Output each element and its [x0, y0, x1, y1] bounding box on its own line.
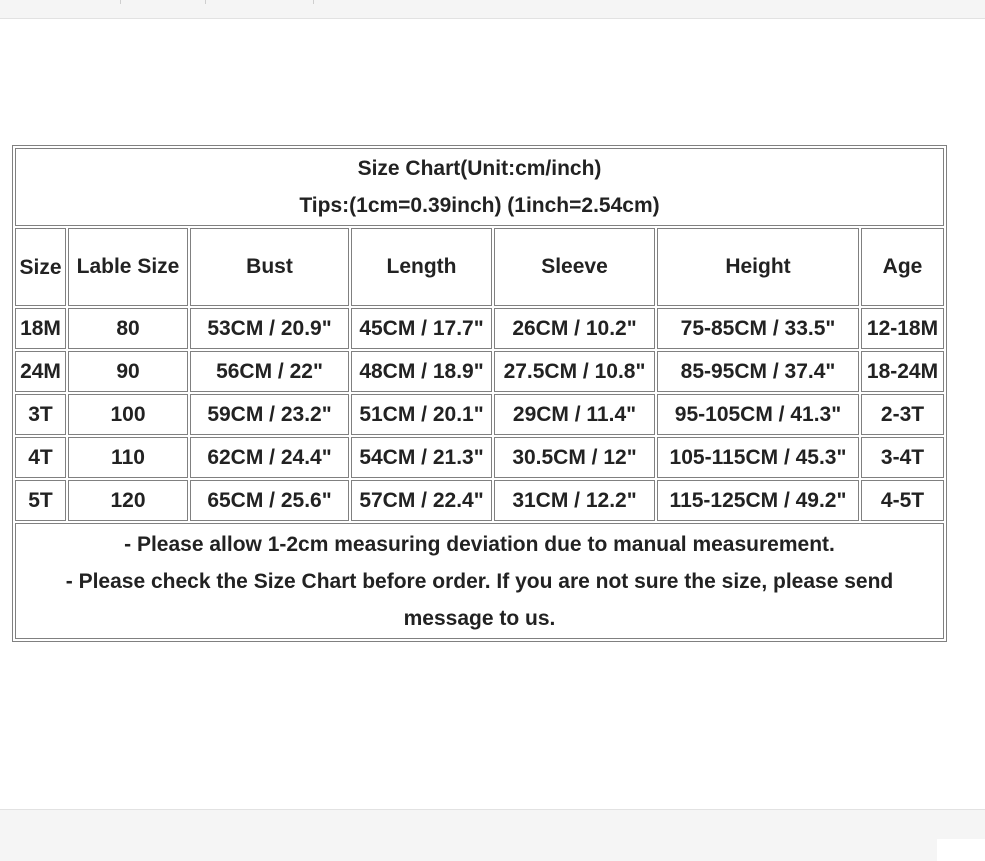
cell-size: 18M — [15, 308, 66, 349]
cell-bust: 65CM / 25.6" — [190, 480, 349, 521]
chart-tips: Tips:(1cm=0.39inch) (1inch=2.54cm) — [299, 194, 660, 217]
header-sleeve: Sleeve — [494, 228, 655, 306]
cell-bust: 62CM / 24.4" — [190, 437, 349, 478]
cell-label-size: 110 — [68, 437, 188, 478]
cell-bust: 53CM / 20.9" — [190, 308, 349, 349]
note-deviation: - Please allow 1-2cm measuring deviation due to manual measurement. — [124, 532, 835, 556]
cell-age: 18-24M — [861, 351, 944, 392]
header-label-size: Lable Size — [68, 228, 188, 306]
top-toolbar-strip — [0, 0, 985, 19]
notes-row — [15, 523, 944, 639]
cell-sleeve: 29CM / 11.4" — [494, 394, 655, 435]
cell-length: 57CM / 22.4" — [351, 480, 492, 521]
size-chart-table — [12, 145, 947, 642]
table-row — [15, 308, 944, 349]
cell-age: 2-3T — [861, 394, 944, 435]
column-header-row — [15, 228, 944, 306]
cell-label-size: 90 — [68, 351, 188, 392]
table-row — [15, 351, 944, 392]
cell-age: 4-5T — [861, 480, 944, 521]
header-size: Size — [15, 228, 66, 306]
table-row — [15, 437, 944, 478]
cell-height: 95-105CM / 41.3" — [657, 394, 859, 435]
table-row — [15, 394, 944, 435]
table-row — [15, 480, 944, 521]
cell-size: 3T — [15, 394, 66, 435]
cell-label-size: 80 — [68, 308, 188, 349]
cell-bust: 56CM / 22" — [190, 351, 349, 392]
cell-size: 24M — [15, 351, 66, 392]
cell-length: 48CM / 18.9" — [351, 351, 492, 392]
chart-title-row — [15, 148, 944, 226]
note-check-size: - Please check the Size Chart before order. If you are not sure the size, please send message to us. — [65, 569, 894, 630]
cell-size: 5T — [15, 480, 66, 521]
header-height: Height — [657, 228, 859, 306]
toolbar-divider — [313, 0, 314, 4]
cell-bust: 59CM / 23.2" — [190, 394, 349, 435]
cell-height: 105-115CM / 45.3" — [657, 437, 859, 478]
cell-label-size: 120 — [68, 480, 188, 521]
size-chart-container — [12, 145, 947, 642]
cell-age: 3-4T — [861, 437, 944, 478]
cell-height: 75-85CM / 33.5" — [657, 308, 859, 349]
cell-sleeve: 26CM / 10.2" — [494, 308, 655, 349]
cell-label-size: 100 — [68, 394, 188, 435]
cell-sleeve: 27.5CM / 10.8" — [494, 351, 655, 392]
footer-corner-panel — [937, 839, 985, 861]
header-age: Age — [861, 228, 944, 306]
cell-sleeve: 30.5CM / 12" — [494, 437, 655, 478]
toolbar-divider — [205, 0, 206, 4]
cell-height: 85-95CM / 37.4" — [657, 351, 859, 392]
cell-length: 54CM / 21.3" — [351, 437, 492, 478]
chart-title: Size Chart(Unit:cm/inch) — [357, 157, 602, 180]
bottom-footer-strip — [0, 809, 985, 861]
chart-title-cell — [15, 148, 944, 226]
cell-size: 4T — [15, 437, 66, 478]
cell-sleeve: 31CM / 12.2" — [494, 480, 655, 521]
cell-length: 45CM / 17.7" — [351, 308, 492, 349]
cell-age: 12-18M — [861, 308, 944, 349]
header-length: Length — [351, 228, 492, 306]
cell-length: 51CM / 20.1" — [351, 394, 492, 435]
header-bust: Bust — [190, 228, 349, 306]
notes-cell — [15, 523, 944, 639]
toolbar-divider — [120, 0, 121, 4]
cell-height: 115-125CM / 49.2" — [657, 480, 859, 521]
